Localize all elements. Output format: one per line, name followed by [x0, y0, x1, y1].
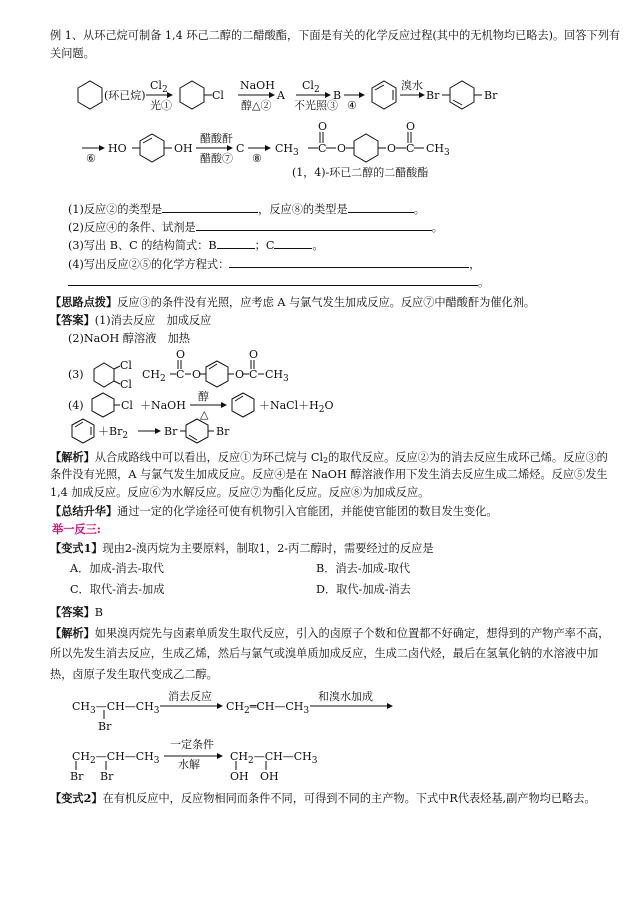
svg-text:Br: Br	[426, 89, 440, 102]
svg-text:光①: 光①	[150, 99, 172, 112]
svg-text:O: O	[176, 348, 186, 361]
svg-text:OH: OH	[174, 142, 193, 155]
svg-text:Br: Br	[164, 425, 178, 438]
svg-text:C: C	[176, 368, 185, 381]
svg-text:(4): (4)	[68, 399, 84, 412]
svg-text:O: O	[337, 142, 347, 155]
svg-text:O: O	[387, 142, 397, 155]
svg-text:醋酸⑦: 醋酸⑦	[200, 152, 233, 165]
summary: 【总结升华】通过一定的化学途径可使有机物引入官能团，并能使官能团的数目发生变化。	[50, 504, 498, 518]
analysis-line-3: 1,4 加成反应。反应⑥为水解反应。反应⑦为酯化反应。反应⑧为加成反应。	[50, 486, 430, 499]
svg-text:CH3: $CH_3$	[275, 142, 299, 158]
svg-text:Br: Br	[484, 89, 498, 102]
svg-text:Cl2: $Cl_2$	[150, 79, 168, 95]
svg-text:O: O	[249, 348, 259, 361]
svg-text:Br: Br	[70, 770, 84, 783]
analysis-line-1: 【解析】从合成路线中可以看出，反应①为环己烷与 Cl2的取代反应。反应②为的消去反应生成环己烯。反应③的	[50, 450, 608, 465]
svg-text:Cl: Cl	[121, 399, 133, 412]
svg-text:NaOH: NaOH	[240, 79, 275, 92]
svg-text:HO: HO	[108, 142, 127, 155]
svg-text:C: C	[318, 142, 327, 155]
svg-text:C: C	[249, 368, 258, 381]
svg-text:＋Br2: $+Br_2$	[98, 425, 129, 441]
section-jyfs: 举一反三:	[52, 522, 101, 536]
svg-text:OH: OH	[230, 770, 249, 783]
svg-text:消去反应: 消去反应	[168, 690, 212, 703]
svg-text:Br: Br	[100, 770, 114, 783]
svg-text:醋酸酐: 醋酸酐	[200, 132, 233, 145]
svg-text:CH2═CH—CH3: $CH_2═CH—CH_3$	[226, 700, 310, 716]
svg-text:O: O	[192, 368, 202, 381]
svg-text:CH3—CH—CH3: $CH_3—CH—CH_3$	[72, 700, 160, 716]
option-d: D．取代-加成-消去	[316, 583, 411, 596]
svg-text:一定条件: 一定条件	[170, 738, 214, 751]
cyclohexane-label: (环已烷)	[104, 89, 146, 102]
svg-text:CH2—CH—CH3: $CH_2—CH—CH_3$	[230, 750, 318, 766]
intro-line-2: 关问题。	[50, 47, 95, 60]
variant1-analysis-1: 【解析】如果溴丙烷先与卤素单质发生取代反应，引入的卤原子个数和位置都不好确定，想得到的产物产率不高，	[50, 626, 610, 640]
product-name: (1，4)-环已二醇的二醋酸酯	[292, 166, 429, 179]
option-c: C．取代-消去-加成	[70, 583, 165, 596]
svg-text:C: C	[406, 142, 415, 155]
svg-text:＋NaOH: ＋NaOH	[140, 399, 186, 412]
option-a: A．加成-消去-取代	[70, 562, 164, 575]
option-b: B．消去-加成-取代	[316, 562, 411, 575]
svg-text:OH: OH	[260, 770, 279, 783]
svg-text:④: ④	[347, 99, 357, 112]
svg-text:Cl: Cl	[120, 378, 132, 391]
svg-text:CH3: $CH_3$	[265, 368, 289, 384]
analysis-line-2: 条件没有光照，A 与氯气发生加成反应。反应④是在 NaOH 醇溶液作用下发生消去反应生成二烯烃。反应⑤发生	[50, 468, 608, 481]
svg-text:不光照③: 不光照③	[294, 99, 338, 112]
svg-text:CH3: $CH_3$	[426, 142, 450, 158]
variant1-question: 【变式1】现由2-溴丙烷为主要原料，制取1，2-丙二醇时，需要经过的反应是	[50, 541, 434, 555]
svg-text:Br: Br	[98, 720, 112, 733]
variant2-question: 【变式2】在有机反应中，反应物相同而条件不同，可得到不同的主产物。下式中R代表烃基,副产物均已略去。	[50, 791, 596, 805]
intro-line-1: 例 1、从环己烷可制备 1,4 环己二醇的二醋酸酯，下面是有关的化学反应过程(其中的无机物均已略去)。回答下列有	[50, 29, 621, 42]
svg-text:Br: Br	[216, 425, 230, 438]
question-2: (2)反应④的条件、试剂是 。	[68, 221, 443, 234]
svg-text:⑧: ⑧	[252, 152, 262, 165]
svg-text:O: O	[406, 120, 416, 133]
svg-text:醇: 醇	[198, 390, 209, 403]
question-3: (3)写出 B、C 的结构简式：B ；C 。	[68, 239, 324, 252]
svg-text:B: B	[333, 89, 342, 102]
svg-text:Cl: Cl	[212, 89, 224, 102]
question-4-cont: 。	[68, 275, 489, 291]
svg-text:Cl2: $Cl_2$	[302, 79, 320, 95]
svg-text:O: O	[318, 120, 328, 133]
svg-text:CH2: $CH_2$	[142, 368, 166, 384]
variant1-analysis-3: 热，卤原子发生取代变成乙二醇。	[50, 668, 218, 681]
svg-text:(3): (3)	[68, 368, 84, 381]
variant1-analysis-2: 所以先发生消去反应，生成乙烯，然后与氯气或溴单质加成反应，生成二卤代烃，最后在氢氧化钠的水溶液中加	[50, 647, 599, 660]
svg-text:△: △	[200, 408, 209, 421]
svg-text:⑥: ⑥	[86, 152, 96, 165]
svg-text:O: O	[235, 368, 245, 381]
question-4: (4)写出反应②⑤的化学方程式： ，	[68, 258, 481, 271]
answer-1: 【答案】(1)消去反应 加成反应	[50, 313, 212, 327]
svg-text:C: C	[236, 142, 245, 155]
hint: 【思路点拨】反应③的条件没有光照，应考虑 A 与氯气发生加成反应。反应⑦中醋酸酐为催化剂。	[50, 295, 536, 309]
svg-text:醇△②: 醇△②	[241, 99, 272, 112]
svg-text:CH2—CH—CH3: $CH_2—CH—CH_3$	[72, 750, 160, 766]
svg-text:水解: 水解	[178, 758, 200, 771]
svg-text:＋NaCl＋H2O: $+NaCl+H_2O$	[259, 399, 334, 415]
svg-text:Cl: Cl	[120, 359, 132, 372]
svg-text:溴水: 溴水	[401, 79, 423, 92]
variant1-answer: 【答案】B	[50, 605, 103, 619]
answer-2: (2)NaOH 醇溶液 加热	[68, 332, 190, 345]
svg-text:A: A	[277, 89, 285, 102]
question-1: (1)反应②的类型是 ，反应⑧的类型是 。	[68, 203, 425, 216]
svg-text:和溴水加成: 和溴水加成	[318, 690, 373, 703]
